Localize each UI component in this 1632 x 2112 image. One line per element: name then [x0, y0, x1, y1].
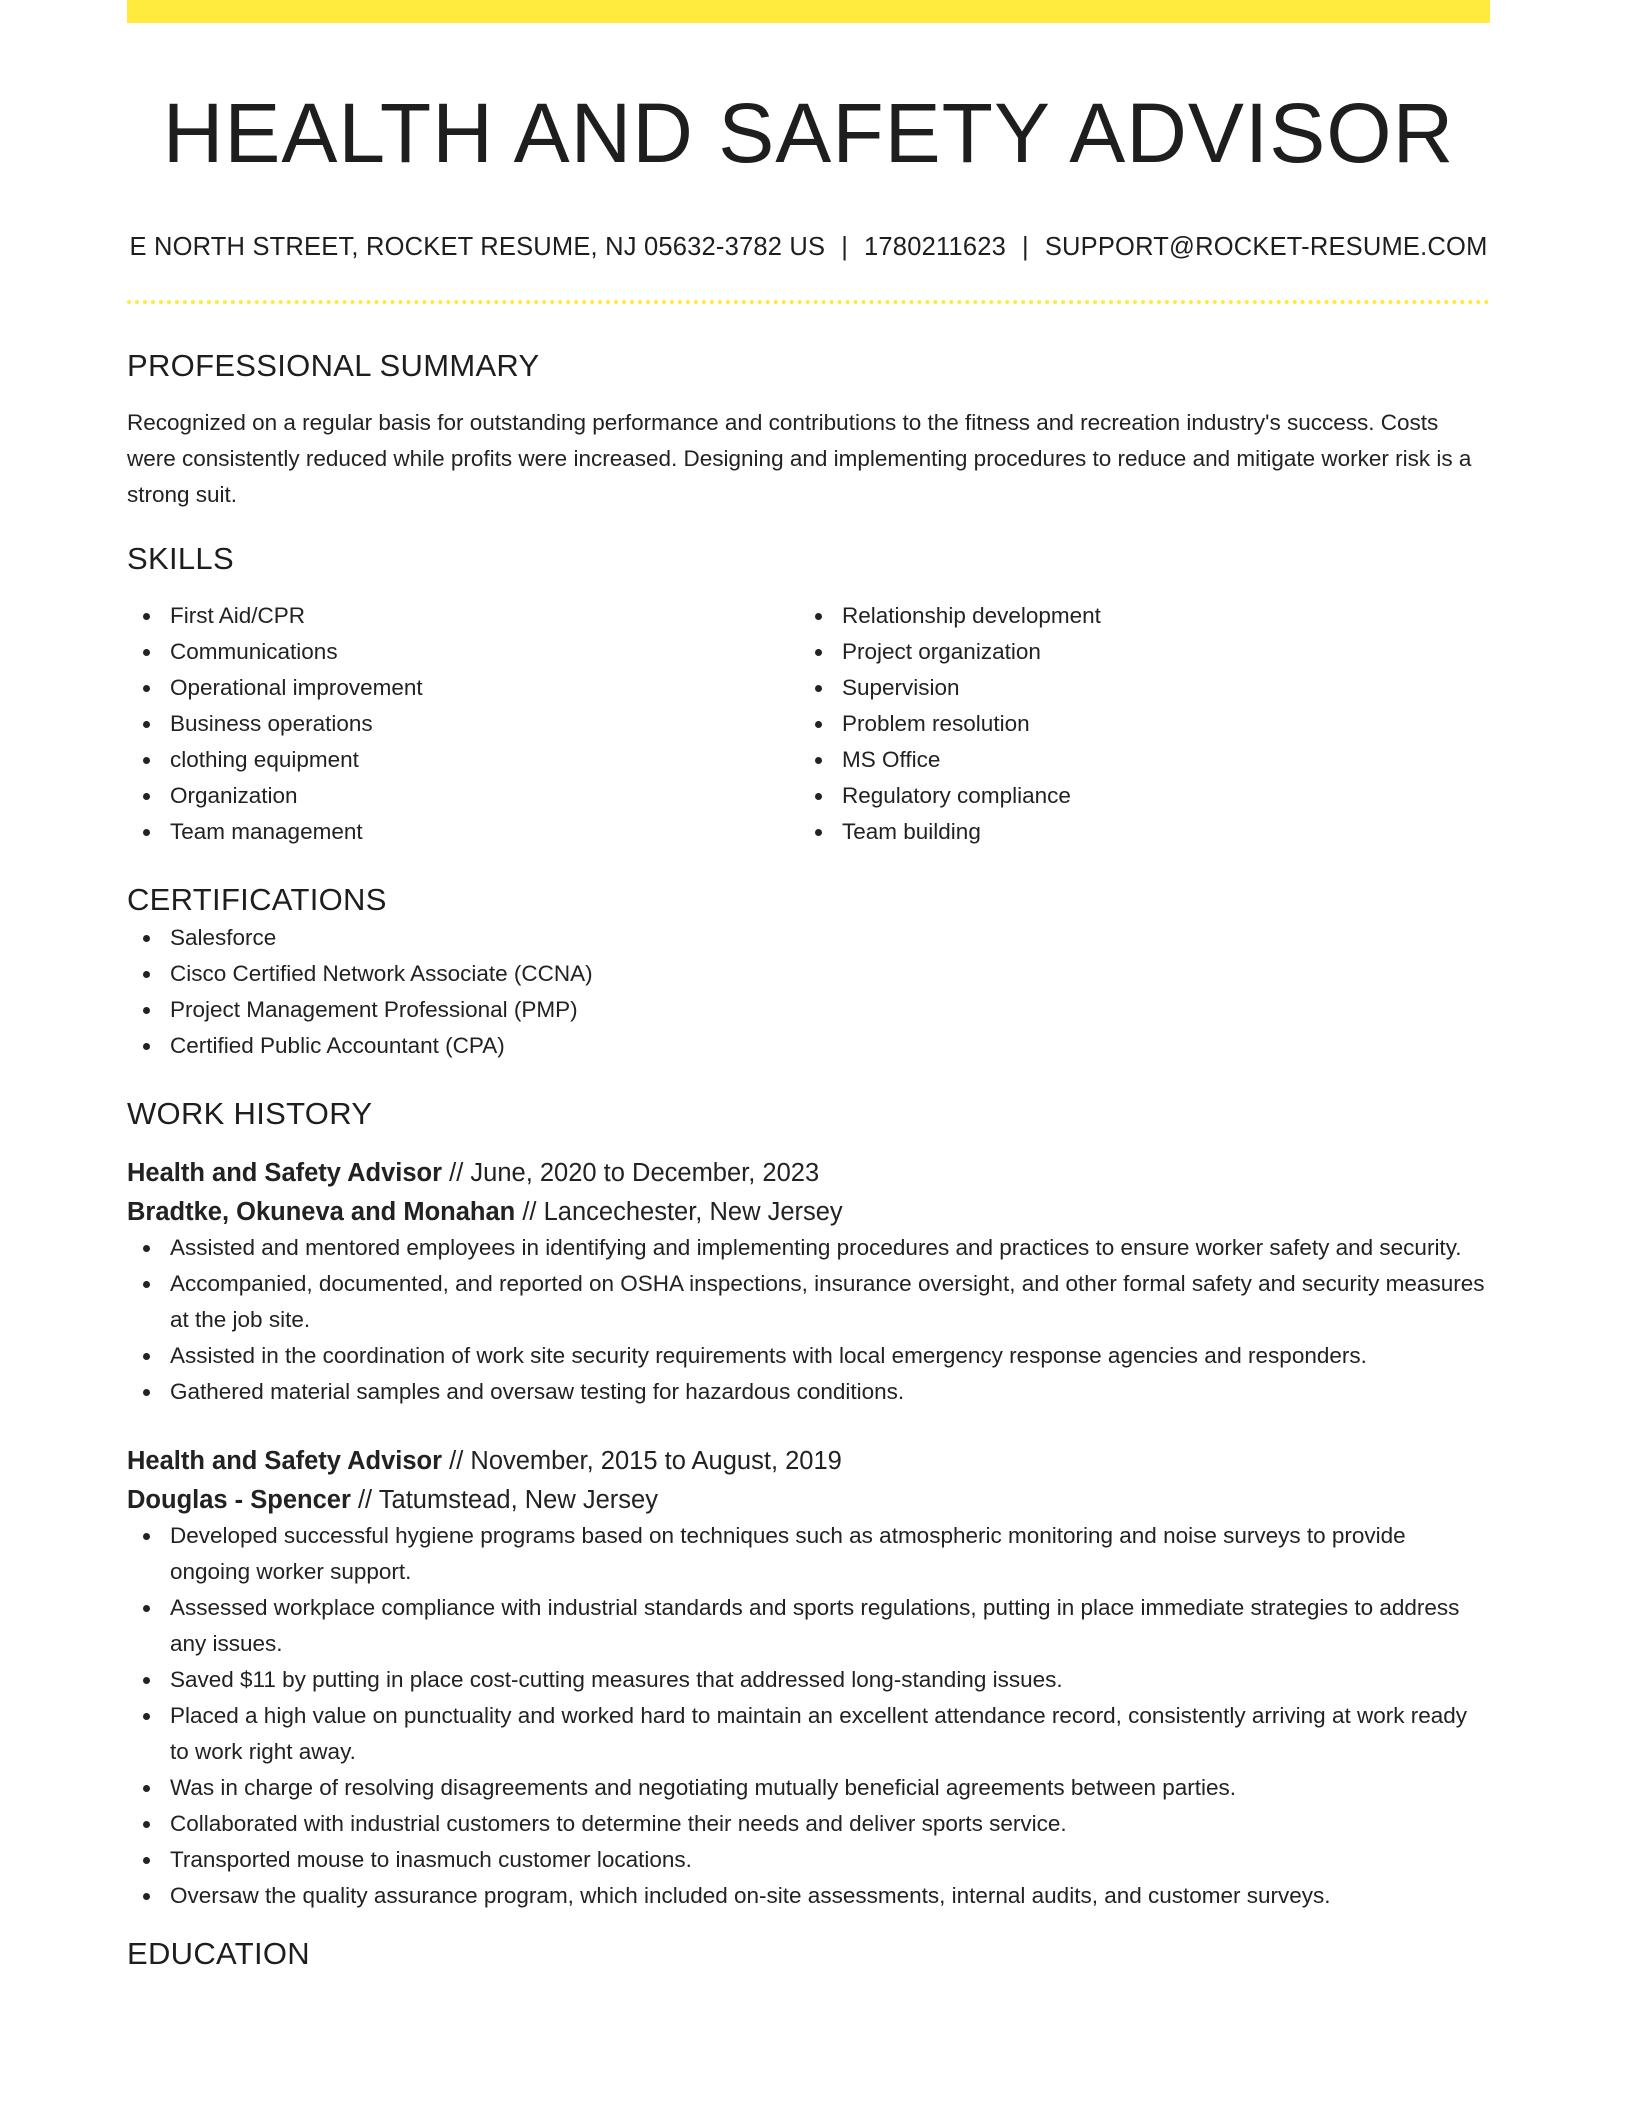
- skill-item: Project organization: [799, 634, 1471, 670]
- contact-phone: 1780211623: [864, 233, 1006, 261]
- skill-item: Relationship development: [799, 598, 1471, 634]
- job-bullet: Placed a high value on punctuality and worked hard to maintain an excellent attendance record, consistently arriving at work ready to work right away.: [127, 1698, 1490, 1770]
- skills-list-right: [799, 598, 1471, 850]
- skills-columns: [127, 598, 1490, 850]
- contact-address: E NORTH STREET, ROCKET RESUME, NJ 05632-3782 US: [129, 233, 826, 261]
- job-role: Health and Safety Advisor: [127, 1159, 443, 1187]
- skill-item: Business operations: [127, 706, 799, 742]
- job-bullet: Assisted and mentored employees in identifying and implementing procedures and practices to ensure worker safety and security.: [127, 1230, 1490, 1266]
- skills-heading: SKILLS: [127, 541, 234, 576]
- job-title-line: Health and Safety Advisor // June, 2020 to December, 2023: [127, 1159, 820, 1187]
- contact-separator: |: [1021, 233, 1029, 261]
- job-bullet: Transported mouse to inasmuch customer locations.: [127, 1842, 1490, 1878]
- job-bullet: Saved $11 by putting in place cost-cutting measures that addressed long-standing issues.: [127, 1662, 1490, 1698]
- skill-item: Organization: [127, 778, 799, 814]
- skill-item: Team management: [127, 814, 799, 850]
- job-dates: November, 2015 to August, 2019: [470, 1447, 842, 1475]
- job-bullet: Gathered material samples and oversaw testing for hazardous conditions.: [127, 1374, 1490, 1410]
- resume-page: [127, 0, 1490, 1974]
- contact-separator: |: [841, 233, 849, 261]
- job-bullets: [127, 1518, 1490, 1914]
- skills-column-right: [799, 598, 1471, 850]
- job-company-line: Douglas - Spencer // Tatumstead, New Jersey: [127, 1486, 658, 1514]
- summary-heading: PROFESSIONAL SUMMARY: [127, 348, 540, 383]
- job-bullet: Collaborated with industrial customers to determine their needs and deliver sports service.: [127, 1806, 1490, 1842]
- certification-item: Certified Public Accountant (CPA): [127, 1028, 1490, 1064]
- job-bullet: Developed successful hygiene programs based on techniques such as atmospheric monitoring and noise surveys to provide ongoing worker support.: [127, 1518, 1490, 1590]
- job-company: Bradtke, Okuneva and Monahan: [127, 1198, 516, 1226]
- skill-item: clothing equipment: [127, 742, 799, 778]
- skill-item: Communications: [127, 634, 799, 670]
- certification-item: Project Management Professional (PMP): [127, 992, 1490, 1028]
- job-role: Health and Safety Advisor: [127, 1447, 443, 1475]
- job-bullet: Was in charge of resolving disagreements and negotiating mutually beneficial agreements between parties.: [127, 1770, 1490, 1806]
- certifications-heading: CERTIFICATIONS: [127, 882, 387, 917]
- job-bullet: Oversaw the quality assurance program, which included on-site assessments, internal audits, and customer surveys.: [127, 1878, 1490, 1914]
- skill-item: Supervision: [799, 670, 1471, 706]
- certification-item: Cisco Certified Network Associate (CCNA): [127, 956, 1490, 992]
- contact-line: [127, 230, 1490, 264]
- job-bullet: Assisted in the coordination of work site security requirements with local emergency response agencies and responders.: [127, 1338, 1490, 1374]
- certification-item: Salesforce: [127, 920, 1490, 956]
- header-divider: [127, 300, 1490, 304]
- work-history-heading: WORK HISTORY: [127, 1096, 373, 1131]
- skill-item: First Aid/CPR: [127, 598, 799, 634]
- job-company: Douglas - Spencer: [127, 1486, 351, 1514]
- certifications-list: [127, 920, 1490, 1064]
- job-bullet: Assessed workplace compliance with industrial standards and sports regulations, putting in place immediate strategies to address any issues.: [127, 1590, 1490, 1662]
- job-location: Lancechester, New Jersey: [543, 1198, 843, 1226]
- job-dates: June, 2020 to December, 2023: [470, 1159, 820, 1187]
- education-heading: EDUCATION: [127, 1936, 310, 1971]
- job-bullet: Accompanied, documented, and reported on OSHA inspections, insurance oversight, and other formal safety and security measures at the job site.: [127, 1266, 1490, 1338]
- resume-title: HEALTH AND SAFETY ADVISOR: [162, 86, 1455, 180]
- skill-item: Team building: [799, 814, 1471, 850]
- skill-item: MS Office: [799, 742, 1471, 778]
- skills-column-left: [127, 598, 799, 850]
- skill-item: Operational improvement: [127, 670, 799, 706]
- top-accent-bar: [127, 0, 1490, 23]
- summary-text: Recognized on a regular basis for outstanding performance and contributions to the fitness and recreation industry's success. Costs were consistently reduced while profits were increased. Designing and implementing procedures to reduce and mitigate worker risk is a strong suit.: [127, 410, 1472, 507]
- job-company-line: Bradtke, Okuneva and Monahan // Lancechester, New Jersey: [127, 1198, 843, 1226]
- job-location: Tatumstead, New Jersey: [378, 1486, 658, 1514]
- skills-list-left: [127, 598, 799, 850]
- job-title-line: Health and Safety Advisor // November, 2015 to August, 2019: [127, 1447, 842, 1475]
- contact-email: SUPPORT@ROCKET-RESUME.COM: [1044, 233, 1488, 261]
- skill-item: Problem resolution: [799, 706, 1471, 742]
- skill-item: Regulatory compliance: [799, 778, 1471, 814]
- job-bullets: [127, 1230, 1490, 1410]
